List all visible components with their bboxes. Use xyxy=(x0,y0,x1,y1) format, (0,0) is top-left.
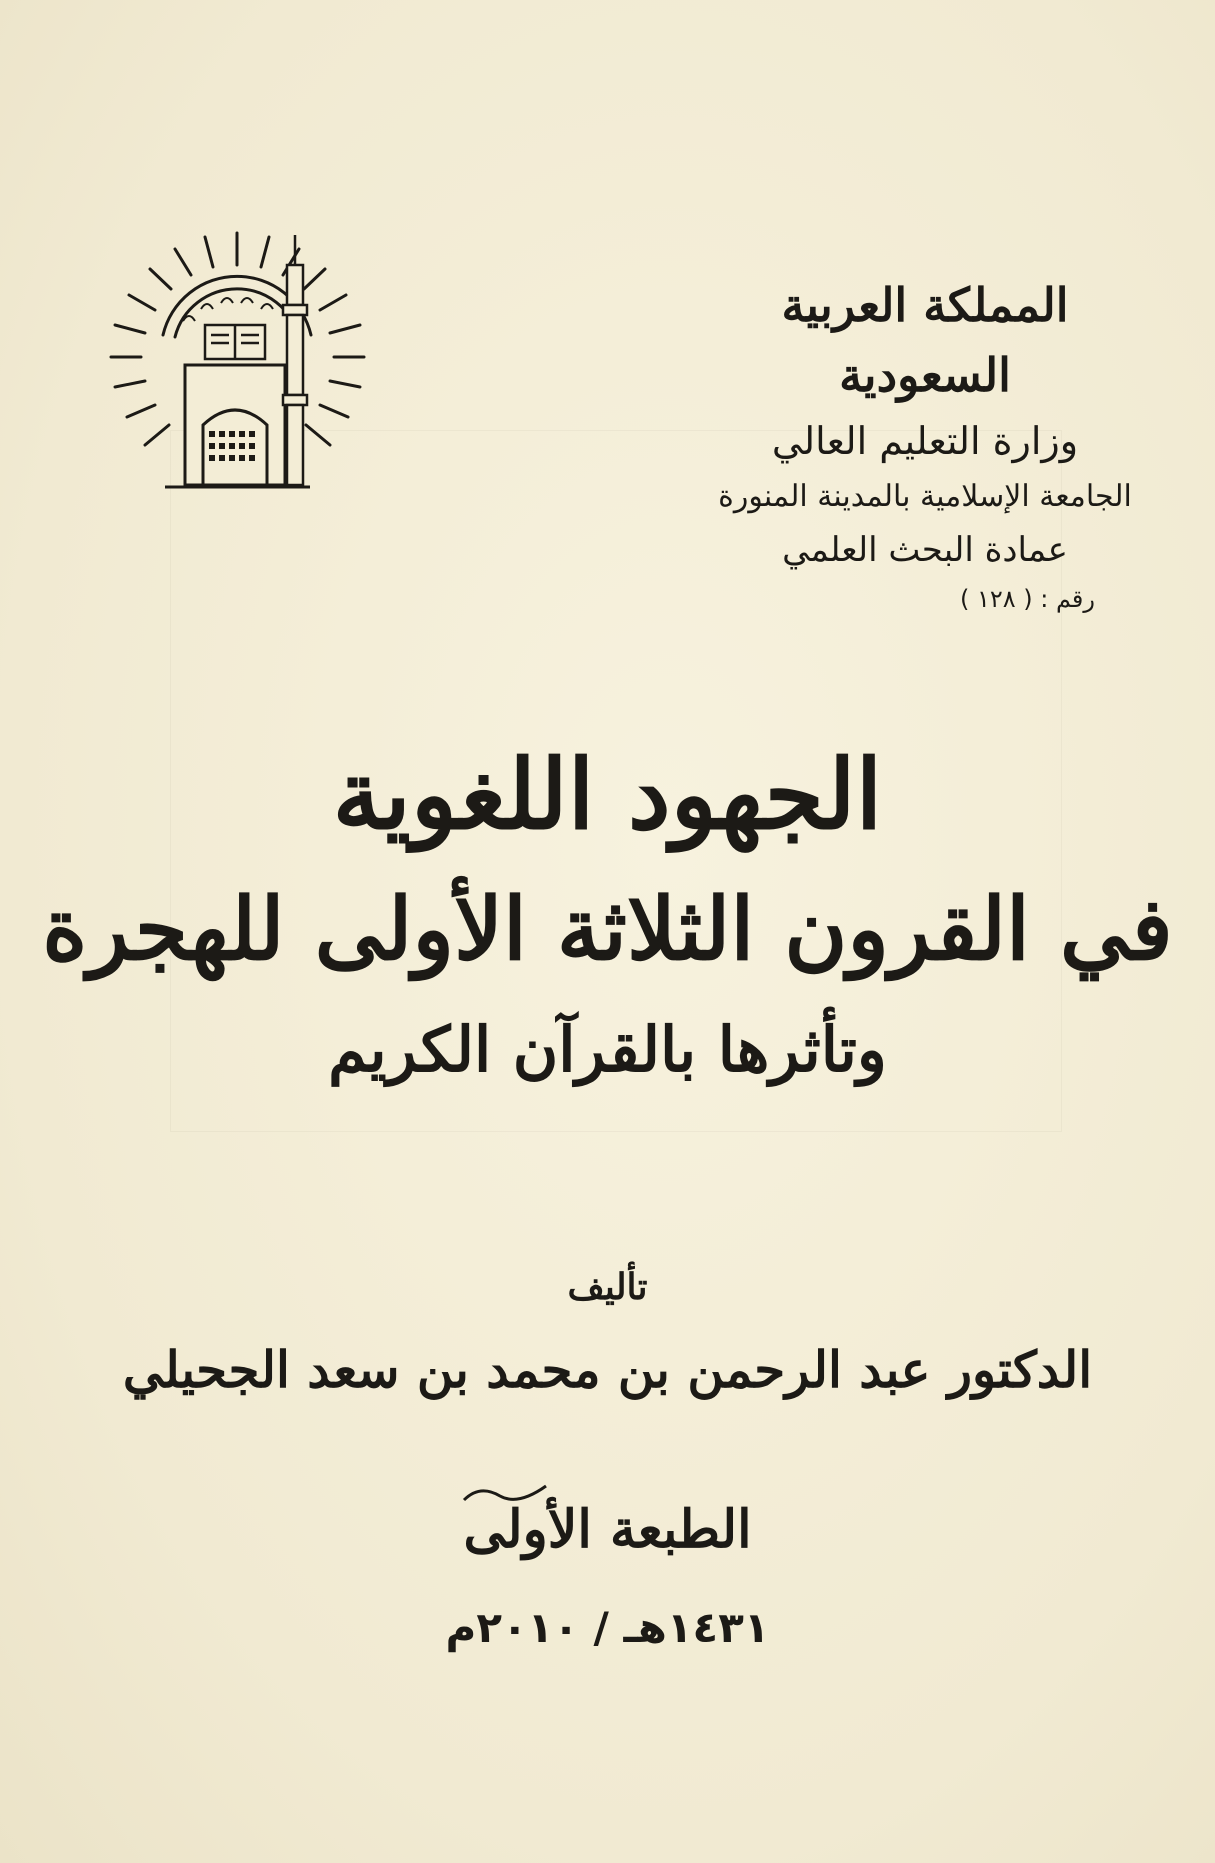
publication-number: رقم : ( ١٢٨ ) xyxy=(959,585,1095,613)
title-line-2: في القرون الثلاثة الأولى للهجرة xyxy=(42,879,1173,980)
edition-label: الطبعة الأولى xyxy=(463,1499,752,1560)
kingdom-name: المملكة العربية السعودية xyxy=(781,278,1069,402)
university-emblem-icon xyxy=(105,225,370,490)
institution-header xyxy=(715,270,1135,620)
author-label: تأليف xyxy=(567,1266,648,1308)
title-line-1: الجهود اللغوية xyxy=(332,738,883,851)
title-line-3: وتأثرها بالقرآن الكريم xyxy=(328,1013,887,1086)
book-title xyxy=(0,725,1215,1105)
deanship-name: عمادة البحث العلمي xyxy=(782,530,1068,570)
publication-date: ١٤٣١هـ / ٢٠١٠م xyxy=(445,1603,770,1652)
ministry-name: وزارة التعليم العالي xyxy=(771,419,1079,463)
author-name: الدكتور عبد الرحمن بن محمد بن سعد الجحيلي xyxy=(122,1340,1093,1399)
university-name: الجامعة الإسلامية بالمدينة المنورة xyxy=(718,479,1132,514)
